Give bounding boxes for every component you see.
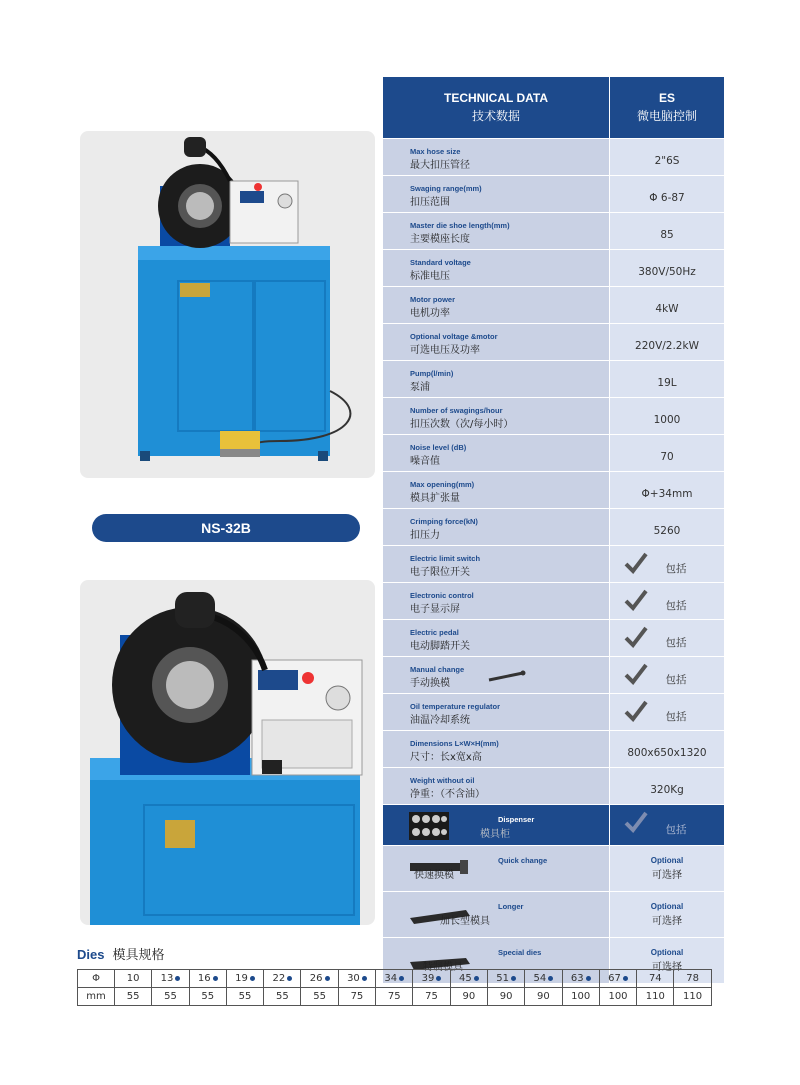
dot-icon xyxy=(325,976,330,981)
spec-label-cn: 特制模具 xyxy=(423,962,463,973)
dot-icon xyxy=(548,976,553,981)
spec-label-en: Master die shoe length(mm) xyxy=(410,221,510,230)
spec-row-dimensions xyxy=(383,730,724,767)
spec-label-cn: 标准电压 xyxy=(410,271,450,282)
dot-icon xyxy=(623,976,628,981)
spec-value: 包括 xyxy=(665,710,687,723)
spec-value: Φ+34mm xyxy=(641,488,693,500)
spec-value: Φ 6-87 xyxy=(649,192,685,204)
dies-cell: 100 xyxy=(599,988,636,1006)
spec-row-motor-power xyxy=(383,286,724,323)
model-label: NS-32B xyxy=(92,514,360,542)
spec-value: 4kW xyxy=(655,303,679,315)
spec-row-manual-change xyxy=(383,656,724,693)
dies-heading xyxy=(77,944,164,963)
spec-row-weight xyxy=(383,767,724,804)
spec-label-cn: 扣压次数（次/每小时） xyxy=(410,419,514,430)
spec-label-en: Manual change xyxy=(410,665,465,674)
checkmark-icon xyxy=(624,700,648,722)
spec-label-cn: 最大扣压管径 xyxy=(410,160,470,171)
dot-icon xyxy=(362,976,367,981)
spec-label-en: Electric limit switch xyxy=(410,554,481,563)
spec-row-max-hose-size xyxy=(383,138,724,175)
spec-row-swagings-per-hour xyxy=(383,397,724,434)
dot-icon xyxy=(213,976,218,981)
dies-value: 54 xyxy=(533,973,547,984)
dot-icon xyxy=(436,976,441,981)
spec-value: 包括 xyxy=(665,636,687,649)
spec-row-optional-voltage xyxy=(383,323,724,360)
spec-label-cn: 可选电压及功率 xyxy=(410,345,480,356)
machine-photo-closeup xyxy=(80,580,375,925)
spec-value: 包括 xyxy=(665,823,687,836)
spec-label-en: Optional voltage &motor xyxy=(410,332,498,341)
dies-cell: 55 xyxy=(301,988,338,1006)
dies-cell xyxy=(264,970,301,988)
dies-cell: 55 xyxy=(226,988,263,1006)
spec-value: 320Kg xyxy=(650,784,684,796)
spec-value: 800x650x1320 xyxy=(627,747,707,759)
option-label-en: Optional xyxy=(650,948,684,957)
dies-cell xyxy=(189,970,226,988)
dies-value: 19 xyxy=(235,973,248,984)
spec-value: 包括 xyxy=(665,599,687,612)
dies-cell: 110 xyxy=(674,988,711,1006)
dies-cell xyxy=(152,970,189,988)
dies-row-label: Φ xyxy=(78,970,115,988)
spec-label-en: Electronic control xyxy=(410,591,474,600)
spec-label-en: Motor power xyxy=(410,295,455,304)
dies-cell xyxy=(338,970,375,988)
spec-label-en: Max opening(mm) xyxy=(410,480,475,489)
dies-cell: 75 xyxy=(413,988,450,1006)
spec-label-en: Electric pedal xyxy=(410,628,459,637)
spec-value: 380V/50Hz xyxy=(638,266,696,278)
technical-data-table xyxy=(383,77,724,983)
spec-value: 85 xyxy=(660,229,674,241)
spec-label-en: Noise level (dB) xyxy=(410,443,467,452)
spec-label-en: Number of swagings/hour xyxy=(410,406,503,415)
spec-label-en: Quick change xyxy=(498,856,548,865)
dies-cell xyxy=(599,970,636,988)
dies-cell xyxy=(301,970,338,988)
spec-label-en: Longer xyxy=(498,902,524,911)
spec-label-en: Dispenser xyxy=(498,815,535,824)
header-title-en: TECHNICAL DATA xyxy=(444,91,548,105)
dies-row-label: mm xyxy=(78,988,115,1006)
dies-cell: 75 xyxy=(338,988,375,1006)
spec-label-en: Oil temperature regulator xyxy=(410,702,501,711)
dies-cell xyxy=(637,970,674,988)
spec-label-cn: 油温冷却系统 xyxy=(410,715,470,726)
spec-label-en: Crimping force(kN) xyxy=(410,517,478,526)
spec-label-cn: 电子限位开关 xyxy=(410,567,470,578)
dies-cell: 75 xyxy=(376,988,413,1006)
checkmark-icon xyxy=(624,626,648,648)
spec-value: 1000 xyxy=(653,414,681,426)
dies-cell: 90 xyxy=(525,988,562,1006)
dies-cell: 55 xyxy=(264,988,301,1006)
dies-cell: 90 xyxy=(487,988,524,1006)
spec-label-en: Weight without oil xyxy=(410,776,475,785)
spec-label-cn: 加长型模具 xyxy=(440,916,490,927)
wrench-tool-icon xyxy=(487,670,527,682)
spec-label-cn: 模具柜 xyxy=(480,829,510,840)
dies-table xyxy=(77,969,712,1006)
dies-value: 10 xyxy=(126,973,140,984)
spec-label-cn: 尺寸：长x宽x高 xyxy=(410,752,482,763)
checkmark-icon xyxy=(624,552,648,574)
spec-value: 220V/2.2kW xyxy=(635,340,699,352)
header-model-en: ES xyxy=(658,91,675,105)
dies-value: 74 xyxy=(648,973,662,984)
dies-value: 39 xyxy=(421,973,435,984)
dies-cell xyxy=(487,970,524,988)
dies-value: 63 xyxy=(570,973,584,984)
dies-title-cn: 模具规格 xyxy=(112,948,165,963)
dies-cell: 55 xyxy=(115,988,152,1006)
spec-label-cn: 电机功率 xyxy=(410,308,450,319)
machine-photo-front xyxy=(80,131,375,478)
spec-label-en: Standard voltage xyxy=(410,258,471,267)
spec-row-die-shoe-length xyxy=(383,212,724,249)
dies-cell xyxy=(226,970,263,988)
spec-label-cn: 净重：（不含油） xyxy=(410,789,485,800)
spec-label-cn: 电子显示屏 xyxy=(410,604,460,615)
checkmark-icon xyxy=(624,811,648,833)
dies-cell xyxy=(674,970,711,988)
spec-label-cn: 电动脚踏开关 xyxy=(410,641,470,652)
spec-label-cn: 手动换模 xyxy=(410,678,450,689)
checkmark-icon xyxy=(624,663,648,685)
spec-row-swaging-range xyxy=(383,175,724,212)
spec-row-electric-pedal xyxy=(383,619,724,656)
option-label-en: Optional xyxy=(650,902,684,911)
spec-label-en: Swaging range(mm) xyxy=(410,184,482,193)
spec-row-longer xyxy=(383,891,724,937)
spec-label-en: Dimensions L×W×H(mm) xyxy=(410,739,499,748)
dies-cell xyxy=(525,970,562,988)
dot-icon xyxy=(250,976,255,981)
dies-value: 51 xyxy=(496,973,509,984)
spec-label-en: Special dies xyxy=(498,948,542,957)
header-model-cn: 微电脑控制 xyxy=(636,109,697,123)
spec-row-quick-change xyxy=(383,845,724,891)
spec-label-cn: 泵浦 xyxy=(410,382,430,393)
spec-label-cn: 扣压力 xyxy=(410,530,440,541)
table-header xyxy=(383,77,724,138)
header-title-cn: 技术数据 xyxy=(471,109,520,123)
dies-value: 34 xyxy=(384,973,398,984)
spec-row-noise-level xyxy=(383,434,724,471)
dies-cell xyxy=(376,970,413,988)
dot-icon xyxy=(399,976,404,981)
dies-cell: 55 xyxy=(189,988,226,1006)
dies-value: 26 xyxy=(309,973,323,984)
dies-cell xyxy=(115,970,152,988)
dies-value: 22 xyxy=(272,973,286,984)
dies-cell: 90 xyxy=(450,988,487,1006)
die-dispenser-icon xyxy=(409,812,449,840)
dies-cell xyxy=(450,970,487,988)
dies-value: 16 xyxy=(197,973,211,984)
spec-label-cn: 噪音值 xyxy=(410,456,440,467)
spec-row-oil-temp-regulator xyxy=(383,693,724,730)
spec-row-standard-voltage xyxy=(383,249,724,286)
dies-cell xyxy=(562,970,599,988)
spec-row-electronic-control xyxy=(383,582,724,619)
spec-row-limit-switch xyxy=(383,545,724,582)
dies-cell: 110 xyxy=(637,988,674,1006)
spec-row-dispenser xyxy=(383,804,724,845)
dot-icon xyxy=(511,976,516,981)
dies-value: 67 xyxy=(608,973,621,984)
option-label-cn: 可选择 xyxy=(651,962,682,973)
dies-cell: 55 xyxy=(152,988,189,1006)
dies-value: 13 xyxy=(160,973,174,984)
spec-label-cn: 主要模座长度 xyxy=(410,234,470,245)
dies-title-en: Dies xyxy=(77,947,105,962)
spec-label-en: Pump(l/min) xyxy=(410,369,454,378)
checkmark-icon xyxy=(624,589,648,611)
spec-label-cn: 快速换模 xyxy=(414,870,454,881)
dies-row-diameter xyxy=(78,970,712,988)
option-label-cn: 可选择 xyxy=(651,870,682,881)
dot-icon xyxy=(175,976,180,981)
dot-icon xyxy=(586,976,591,981)
dot-icon xyxy=(287,976,292,981)
spec-row-max-opening xyxy=(383,471,724,508)
spec-row-crimping-force xyxy=(383,508,724,545)
dies-value: 45 xyxy=(458,973,472,984)
dies-value: 30 xyxy=(347,973,360,984)
dies-row-length xyxy=(78,988,712,1006)
spec-label-cn: 扣压范围 xyxy=(410,197,450,208)
dot-icon xyxy=(474,976,479,981)
option-label-cn: 可选择 xyxy=(651,916,682,927)
spec-label-en: Max hose size xyxy=(410,147,461,156)
dies-cell xyxy=(413,970,450,988)
spec-value: 70 xyxy=(660,451,674,463)
dies-cell: 100 xyxy=(562,988,599,1006)
option-label-en: Optional xyxy=(650,856,684,865)
dies-value: 78 xyxy=(686,973,699,984)
spec-label-cn: 模具扩张量 xyxy=(410,493,460,504)
spec-value: 19L xyxy=(657,377,677,389)
spec-value: 5260 xyxy=(653,525,681,537)
spec-value: 2"6S xyxy=(654,155,680,167)
spec-value: 包括 xyxy=(665,673,687,686)
spec-value: 包括 xyxy=(665,562,687,575)
spec-row-pump xyxy=(383,360,724,397)
